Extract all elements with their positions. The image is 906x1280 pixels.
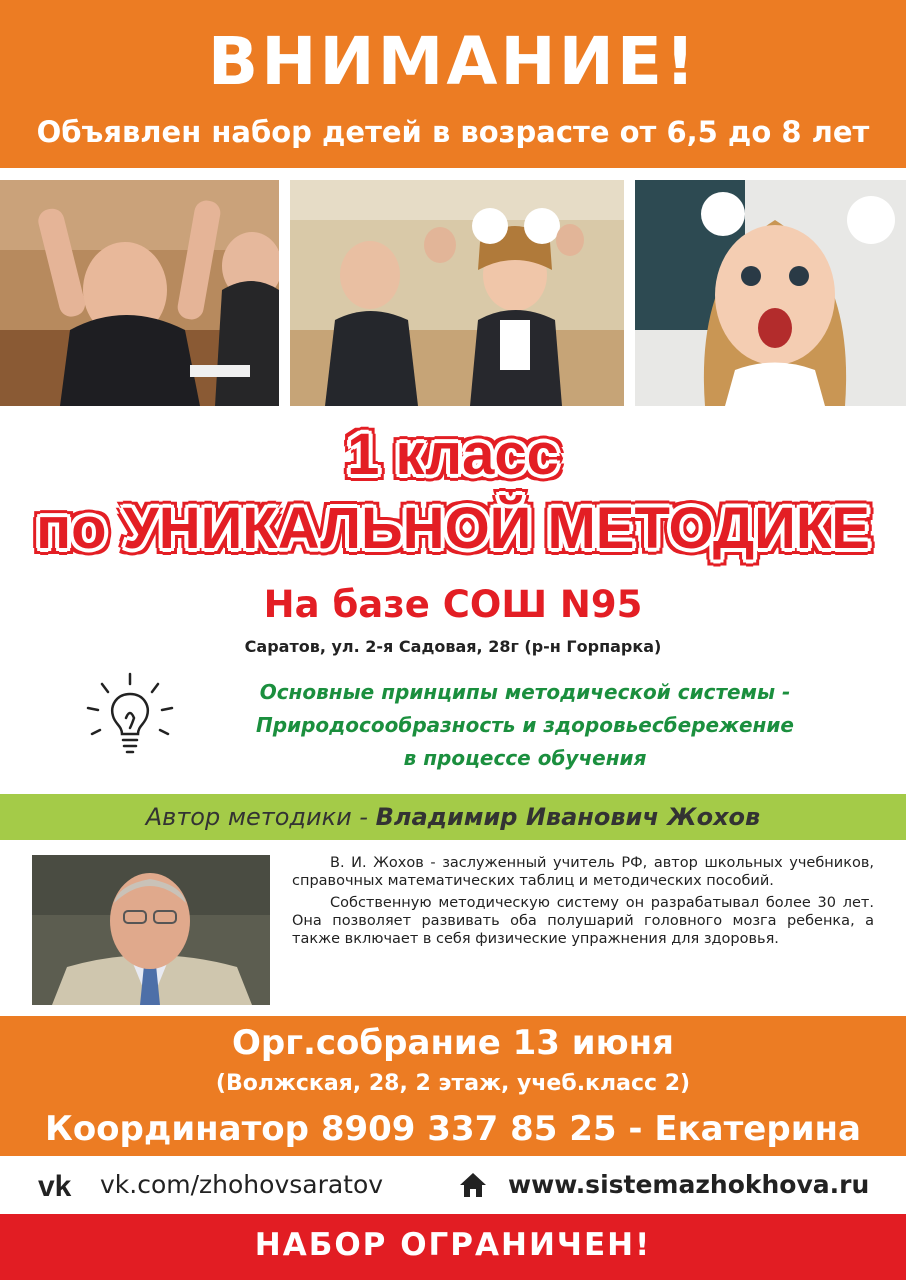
svg-text:vk: vk [38, 1170, 72, 1200]
limited-notice: НАБОР ОГРАНИЧЕН! [254, 1227, 652, 1263]
bio-paragraph-2: Собственную методическую систему он разрабатывал более 30 лет. Она позволяет развивать оба полушарий головного мозга ребенка, а также включает в себя физические упражнения для здоровья. [292, 895, 874, 947]
photo-classroom-children [290, 180, 624, 406]
website-link[interactable]: www.sistemazhokhova.ru [508, 1170, 870, 1199]
author-label: Автор методики - [145, 803, 376, 831]
author-line [0, 800, 906, 834]
home-icon [458, 1170, 488, 1200]
author-portrait [32, 855, 270, 1005]
author-name: Владимир Иванович Жохов [375, 803, 761, 831]
vk-icon [38, 1170, 84, 1200]
meeting-place: (Волжская, 28, 2 этаж, учеб.класс 2) [215, 1071, 691, 1096]
headline: ВНИМАНИЕ! [207, 23, 699, 100]
principles-line-1: Основные принципы методической системы - [259, 680, 791, 704]
coordinator-contact: Координатор 8909 337 85 25 - Екатерина [45, 1109, 861, 1149]
photo-boy-raising-hands [0, 180, 279, 406]
method-principles [200, 676, 850, 775]
lightbulb-icon [82, 668, 178, 764]
meeting-title: Орг.собрание 13 июня [231, 1023, 675, 1063]
principles-line-2: Природосообразность и здоровьесбережение [256, 713, 794, 737]
photo-surprised-girl [635, 180, 906, 406]
author-bio [292, 854, 874, 952]
school-address: Саратов, ул. 2-я Садовая, 28г (р-н Горпарка) [244, 637, 662, 656]
age-announcement: Объявлен набор детей в возрасте от 6,5 до 8 лет [36, 115, 870, 149]
principles-line-3: в процессе обучения [403, 746, 647, 770]
bio-paragraph-1: В. И. Жохов - заслуженный учитель РФ, автор школьных учебников, справочных математических таблиц и методических пособий. [292, 855, 874, 889]
vk-link[interactable]: vk.com/zhohovsaratov [100, 1170, 384, 1199]
class-heading: 1 класс [347, 422, 559, 487]
school-name: На базе СОШ N95 [263, 583, 643, 626]
method-heading: по УНИКАЛЬНОЙ МЕТОДИКЕ [36, 496, 870, 561]
